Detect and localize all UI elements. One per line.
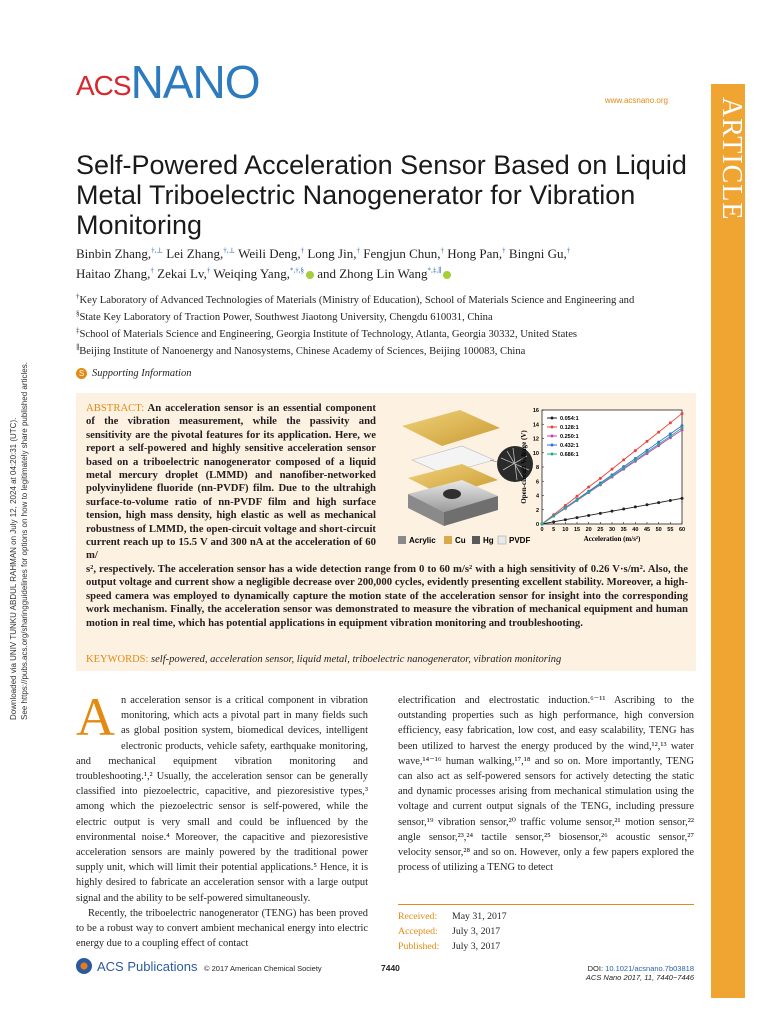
keywords-text: self-powered, acceleration sensor, liquid metal, triboelectric nanogenerator, vibration monitoring xyxy=(151,654,562,665)
series-1-point xyxy=(587,485,590,488)
affiliation-2-mark: ‡ xyxy=(76,326,80,335)
x-tick-label: 15 xyxy=(573,527,581,533)
logo-nano: NANO xyxy=(130,56,260,108)
author-3-marks: † xyxy=(356,246,360,255)
legend-cu-swatch xyxy=(444,536,452,544)
legend-marker-0 xyxy=(551,417,554,420)
keywords-label: KEYWORDS: xyxy=(86,654,149,665)
y-axis-label: Open-circuit Voltage (V) xyxy=(520,430,528,504)
series-1-point xyxy=(576,495,579,498)
hg-droplet xyxy=(443,489,461,499)
series-4-point xyxy=(622,467,625,470)
series-0-point xyxy=(611,510,614,513)
author-5-marks: † xyxy=(502,246,506,255)
doi-block xyxy=(586,964,694,982)
legend-marker-2 xyxy=(551,435,554,438)
series-0-point xyxy=(587,514,590,517)
date-row-1 xyxy=(398,924,694,939)
orcid-icon[interactable] xyxy=(306,271,314,279)
legend-hg-swatch xyxy=(472,536,480,544)
acs-logo-icon xyxy=(76,958,92,974)
affiliation-2-text: School of Materials Science and Engineering, Georgia Institute of Technology, Atlanta, Georgia 30332, United States xyxy=(79,329,578,340)
affiliation-2 xyxy=(76,326,706,343)
legend-label-4: 0.686:1 xyxy=(560,452,579,458)
legend-pvdf-label: PVDF xyxy=(509,536,531,545)
date-label-2: Published: xyxy=(398,941,440,952)
series-0-point xyxy=(622,508,625,511)
series-1-point xyxy=(622,458,625,461)
paper-title: Self-Powered Acceleration Sensor Based on Liquid Metal Triboelectric Nanogenerator for Vibration Monitoring xyxy=(76,150,687,240)
legend-label-2: 0.250:1 xyxy=(560,434,579,440)
author-7[interactable]: Haitao Zhang, xyxy=(76,266,151,281)
affiliation-1-mark: § xyxy=(76,309,80,318)
cu-top-plate xyxy=(402,410,500,446)
doi-label: DOI: xyxy=(587,964,604,973)
affiliation-3-mark: ∥ xyxy=(76,343,80,352)
publication-dates xyxy=(398,904,694,954)
x-tick-label: 60 xyxy=(678,527,686,533)
legend-marker-4 xyxy=(551,453,554,456)
author-7-marks: † xyxy=(150,266,154,275)
series-4-point xyxy=(552,515,555,518)
keywords xyxy=(86,654,688,665)
series-1-point xyxy=(657,431,660,434)
affiliation-1 xyxy=(76,309,706,326)
series-4-point xyxy=(599,483,602,486)
series-4-point xyxy=(657,443,660,446)
abstract-label: ABSTRACT: xyxy=(86,402,145,414)
legend-acrylic-swatch xyxy=(398,536,406,544)
affiliation-0-text: Key Laboratory of Advanced Technologies of Materials (Ministry of Education), School of Materials Science and Engineering and xyxy=(79,295,635,306)
series-1-point xyxy=(634,449,637,452)
y-tick-label: 4 xyxy=(535,493,539,500)
doi-link[interactable]: 10.1021/acsnano.7b03818 xyxy=(605,964,694,973)
intro-paragraph-2: Recently, the triboelectric nanogenerator (TENG) has been proved to be a robust way to convert ambient mechanical energy into electric energy due to a coupling effect of contact xyxy=(76,907,368,950)
series-1-point xyxy=(599,477,602,480)
y-tick-label: 8 xyxy=(535,465,539,471)
publisher-name: ACS Publications xyxy=(97,958,198,974)
legend-cu-label: Cu xyxy=(455,536,466,545)
x-tick-label: 40 xyxy=(632,527,639,533)
author-2-marks: † xyxy=(300,246,305,255)
date-value-0: May 31, 2017 xyxy=(452,911,507,922)
author-4[interactable]: Fengjun Chun, xyxy=(363,246,441,261)
series-0-point xyxy=(657,501,660,504)
author-8[interactable]: Zekai Lv, xyxy=(157,266,207,281)
y-tick-label: 0 xyxy=(535,522,539,528)
body-column-right xyxy=(398,693,694,875)
y-tick-label: 14 xyxy=(532,422,539,429)
series-1-point xyxy=(669,421,672,424)
author-6[interactable]: Bingni Gu, xyxy=(508,246,567,261)
y-tick-label: 2 xyxy=(535,507,539,514)
author-9-marks: *,†,§ xyxy=(289,266,304,275)
legend-label-0: 0.054:1 xyxy=(560,416,579,422)
series-0-point xyxy=(634,505,637,508)
date-value-1: July 3, 2017 xyxy=(452,926,501,937)
affiliation-1-text: State Key Laboratory of Traction Power, Southwest Jiaotong University, Chengdu 610031, China xyxy=(79,312,493,323)
y-tick-label: 6 xyxy=(535,479,539,486)
author-10[interactable]: and Zhong Lin Wang xyxy=(317,266,428,281)
x-tick-label: 20 xyxy=(585,527,592,533)
x-tick-label: 55 xyxy=(667,527,674,533)
author-1-marks: †,⊥ xyxy=(223,246,236,255)
affiliation-3 xyxy=(76,343,706,360)
author-4-marks: † xyxy=(440,246,445,255)
series-1-point xyxy=(646,440,649,443)
series-0-point xyxy=(646,503,649,506)
author-6-marks: † xyxy=(566,246,571,255)
date-row-0 xyxy=(398,909,694,924)
supporting-info-link[interactable] xyxy=(76,368,191,379)
affiliation-0-mark: † xyxy=(76,292,80,301)
x-tick-label: 0 xyxy=(540,527,544,533)
article-band xyxy=(711,84,745,998)
legend-marker-1 xyxy=(551,426,554,429)
intro-paragraph-1 xyxy=(76,687,368,906)
page-number: 7440 xyxy=(381,963,400,973)
intro-paragraph-1-text: n acceleration sensor is a critical component in vibration monitoring, which acts a pivotal part in many fields such as global position system, biomedical devices, intelligent electronic products, vehicle safety, earthquake monitoring, and mechanical equipment vibration monitoring and troubleshooting.¹,² Usually, the acceleration sensor can be generally classified into piezoelectric, capacitive, and piezoresistive types,³ among which the piezoelectric sensor is self-powered, while the electric output is very small and could be influenced by the environmental noise.⁴ Moreover, the capacitive and piezoresistive acceleration sensors are mainly powered by the traditional power supply unit, which will limit their potential applications.⁵ Hence, it is highly desired to fabricate an acceleration sensor with a large output signal and the ability to be self-powered simultaneously. xyxy=(76,695,368,904)
x-tick-label: 25 xyxy=(597,527,604,533)
series-0-point xyxy=(599,512,602,515)
series-4-point xyxy=(681,426,684,429)
affiliation-0 xyxy=(76,292,706,309)
orcid-icon[interactable] xyxy=(443,271,451,279)
author-5[interactable]: Hong Pan, xyxy=(447,246,503,261)
series-1-point xyxy=(681,412,684,415)
series-0-point xyxy=(564,518,567,521)
author-list xyxy=(76,244,696,284)
legend-hg-label: Hg xyxy=(483,536,494,545)
download-note xyxy=(8,300,42,720)
author-2[interactable]: Weili Deng, xyxy=(238,246,301,261)
series-4-point xyxy=(669,435,672,438)
date-label-1: Accepted: xyxy=(398,926,438,937)
series-0-point xyxy=(681,497,684,500)
series-4-point xyxy=(634,459,637,462)
series-0-point xyxy=(669,499,672,502)
logo-acs: ACS xyxy=(76,70,131,101)
author-0[interactable]: Binbin Zhang, xyxy=(76,246,152,261)
legend-label-3: 0.432:1 xyxy=(560,443,579,449)
abstract-part-1 xyxy=(86,402,376,563)
author-0-marks: †,⊥ xyxy=(151,246,163,255)
series-4-point xyxy=(587,491,590,494)
series-0-point xyxy=(552,520,555,523)
x-tick-label: 30 xyxy=(608,527,616,533)
legend-marker-3 xyxy=(551,444,554,447)
legend-acrylic-label: Acrylic xyxy=(409,536,436,545)
x-axis-label: Acceleration (m/s²) xyxy=(583,535,641,543)
journal-logo xyxy=(76,56,260,108)
date-row-2 xyxy=(398,939,694,954)
series-0-point xyxy=(576,516,579,519)
article-band-label: ARTICLE xyxy=(716,97,747,221)
body-column-left xyxy=(76,687,368,951)
author-9[interactable]: Weiqing Yang, xyxy=(213,266,290,281)
author-3[interactable]: Long Jin, xyxy=(307,246,357,261)
series-4-point xyxy=(541,523,544,526)
abstract-part-2: s², respectively. The acceleration sensor has a wide detection range from 0 to 60 m/s² with a high sensitivity of 0.26 V·s/m². Also, the output voltage and current show a negligible decrease over 200,000 cycles, evidently presenting excellent stability. Moreover, a high-speed camera was employed to dynamically capture the motion state of the acceleration sensor for insight into the corresponding work mechanism. Finally, the acceleration sensor was demonstrated to measure the vibration of mechanical equipment and human motion in real time, which has potential applications in equipment vibration monitoring and troubleshooting. xyxy=(86,563,688,629)
series-4-point xyxy=(611,475,614,478)
copyright: © 2017 American Chemical Society xyxy=(204,964,322,973)
toc-graphic xyxy=(382,398,694,550)
intro-paragraph-3: electrification and electrostatic induction.⁶⁻¹¹ Ascribing to the outstanding properties such as high performance, high conversion efficiency, easy fabrication, low cost, and easy scalability, TENG has been utilized to harvest the energy produced by the wind,¹²,¹³ water wave,¹⁴⁻¹⁶ human walking,¹⁷,¹⁸ and so on. More importantly, TENG can also act as self-powered sensors for actively detecting the static and dynamic processes arising from mechanical stimulation using the voltage and current output signals of the TENG, including pressure sensor,¹⁹ vibration sensor,²⁰ traffic volume sensor,²¹ motion sensor,²² angle sensor,²³,²⁴ tactile sensor,²⁵ biosensor,²⁶ acoustic sensor,²⁷ velocity sensor,²⁸ and so on. However, only a few papers explored the process of utilizing a TENG to detect xyxy=(398,695,694,874)
y-tick-label: 16 xyxy=(532,408,539,414)
supporting-info-icon: S xyxy=(76,368,87,379)
material-legend xyxy=(398,536,530,545)
series-4-point xyxy=(646,451,649,454)
author-10-marks: *,‡,∥ xyxy=(427,266,442,275)
dropcap: A xyxy=(76,687,115,747)
x-tick-label: 5 xyxy=(552,527,556,533)
date-value-2: July 3, 2017 xyxy=(452,941,501,952)
x-tick-label: 35 xyxy=(620,527,627,533)
series-1-point xyxy=(611,468,614,471)
download-note-line-1: Downloaded via UNIV TUNKU ABDUL RAHMAN on July 12, 2024 at 04:20:31 (UTC). xyxy=(9,417,18,720)
voltage-acceleration-chart xyxy=(520,408,685,543)
affiliation-list xyxy=(76,292,706,360)
author-8-marks: † xyxy=(206,266,211,275)
date-label-0: Received: xyxy=(398,911,438,922)
supporting-info-label: Supporting Information xyxy=(92,368,192,379)
author-1[interactable]: Lei Zhang, xyxy=(166,246,224,261)
y-tick-label: 10 xyxy=(532,450,539,457)
affiliation-3-text: Beijing Institute of Nanoenergy and Nanosystems, Chinese Academy of Sciences, Beijing 100083, China xyxy=(79,346,526,357)
journal-url-link[interactable]: www.acsnano.org xyxy=(604,96,668,105)
doi-line xyxy=(586,964,694,973)
x-tick-label: 10 xyxy=(562,527,569,533)
citation: ACS Nano 2017, 11, 7440−7446 xyxy=(585,973,694,982)
acs-publications-logo[interactable] xyxy=(76,958,197,974)
abstract-text-1: An acceleration sensor is an essential component of the vibration measurement, while the passivity and sensitivity are the pivotal features for its application. Here, we report a self-powered and highly sensitive acceleration sensor based on a triboelectric nanogenerator composed of a liquid metal mercury droplet (LMMD) and nanofiber-networked polyvinylidene fluoride (nn-PVDF) film. Due to the ultrahigh surface-to-volume ratio of nn-PVDF film and high surface tension, high mass density, high elastic as well as mechanical robustness of LMMD, the open-circuit voltage and short-circuit current reach up to 15.5 V and 300 nA at the acceleration of 60 m/ xyxy=(86,402,376,562)
legend-pvdf-swatch xyxy=(498,536,506,544)
legend-label-1: 0.128:1 xyxy=(560,425,579,431)
series-4-point xyxy=(576,499,579,502)
series-4-point xyxy=(564,507,567,510)
x-tick-label: 50 xyxy=(655,527,662,533)
y-tick-label: 12 xyxy=(532,436,539,443)
download-note-line-2: See https://pubs.acs.org/sharingguidelines for options on how to legitimately share published articles. xyxy=(20,362,29,720)
x-tick-label: 45 xyxy=(643,527,651,533)
